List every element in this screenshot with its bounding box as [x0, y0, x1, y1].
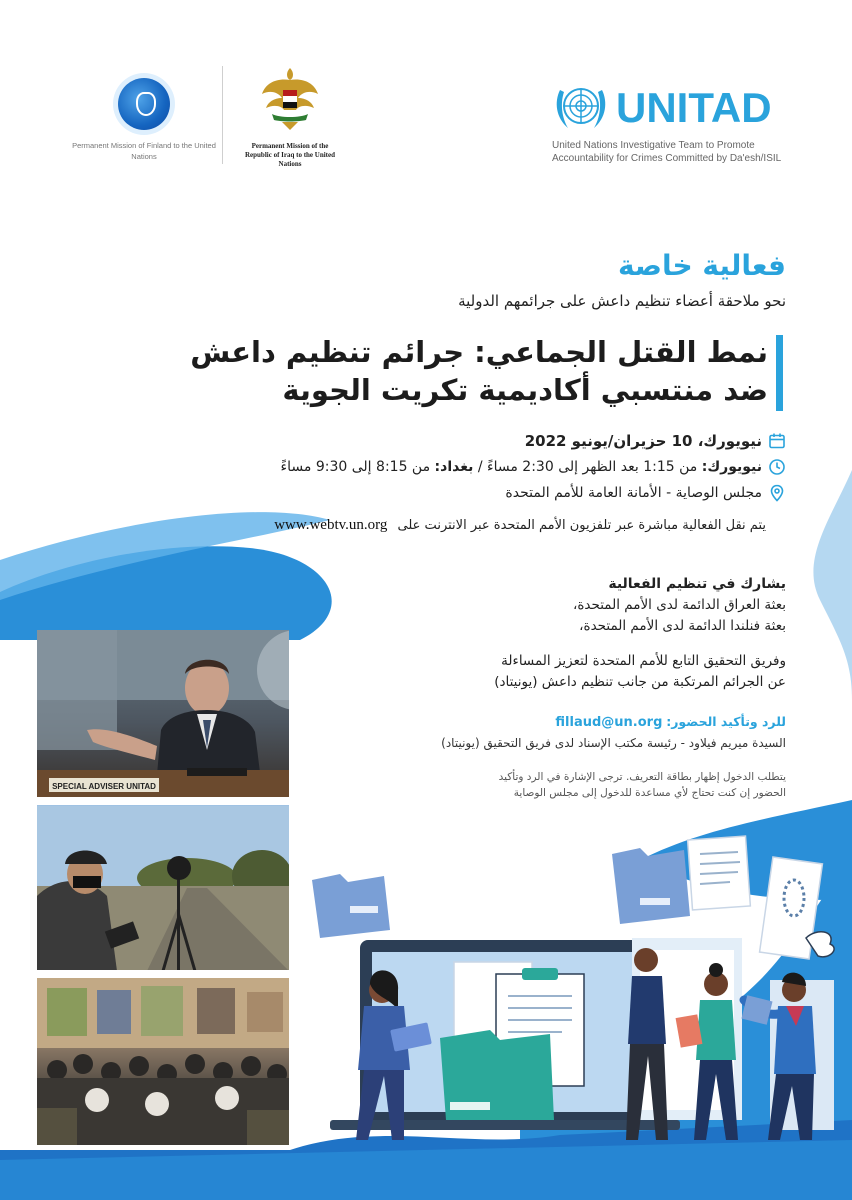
location-pin-icon [768, 484, 786, 502]
time-baghdad: من 8:15 إلى 9:30 مساءً [280, 459, 431, 475]
finland-emblem-icon [118, 78, 170, 130]
event-date: نيويورك، 10 حزيران/يونيو 2022 [524, 432, 762, 450]
un-emblem-icon [552, 80, 610, 134]
iraq-eagle-emblem-icon [260, 64, 320, 134]
event-date-row [525, 430, 786, 452]
photo-community-meeting [37, 978, 289, 1145]
broadcast-text: يتم نقل الفعالية مباشرة عبر تلفزيون الأمم المتحدة عبر الانترنت على [397, 518, 766, 533]
organizer-unitad-line1: وفريق التحقيق التابع للأمم المتحدة لتعزيز المساءلة [501, 653, 786, 669]
organizer-iraq: بعثة العراق الدائمة لدى الأمم المتحدة، [573, 597, 786, 613]
organizers-block [406, 574, 786, 693]
event-title-line-1: نمط القتل الجماعي: جرائم تنظيم داعش [190, 335, 768, 369]
rsvp-block [366, 712, 786, 801]
time-newyork-label: نيويورك: [701, 459, 762, 475]
organizer-unitad-line2: عن الجرائم المرتكبة من جانب تنظيم داعش (يونيتاد) [494, 674, 786, 690]
photo-field-investigator [37, 805, 289, 970]
finland-mission-name: Permanent Mission of Finland to the United Nations [72, 141, 216, 161]
event-title-line-2: ضد منتسبي أكاديمية تكريت الجوية [282, 373, 768, 407]
unitad-wordmark: UNITAD [616, 84, 772, 131]
time-baghdad-label: بغداد: [434, 459, 474, 475]
event-time-row [281, 456, 786, 478]
time-newyork: من 1:15 بعد الظهر إلى 2:30 مساءً / [477, 459, 698, 475]
rsvp-email-link[interactable]: fillaud@un.org [555, 715, 663, 730]
finland-mission-logo [70, 72, 218, 162]
speaker-nameplate: SPECIAL ADVISER UNITAD [52, 782, 156, 791]
photo-meeting-scene [37, 978, 289, 1145]
broadcast-note [274, 514, 766, 537]
event-subtitle: نحو ملاحقة أعضاء تنظيم داعش على جرائمهم الدولية [458, 292, 786, 310]
iraq-mission-name: Permanent Mission of the Republic of Iraq to the United Nations [244, 142, 336, 168]
investigation-illustration [300, 820, 852, 1150]
photo-speaker-scene [37, 630, 289, 797]
entry-note-line-2: الحضور إن كنت تحتاج لأي مساعدة للدخول إلى مجلس الوصاية [513, 787, 786, 799]
title-accent-bar [776, 335, 783, 411]
rsvp-label: للرد وتأكيد الحضور: [666, 714, 786, 729]
rsvp-contact: السيدة ميريم فيلاود - رئيسة مكتب الإسناد لدى فريق التحقيق (يونيتاد) [441, 736, 786, 750]
organizers-heading: يشارك في تنظيم الفعالية [608, 576, 786, 592]
calendar-icon [768, 432, 786, 450]
unitad-tagline: United Nations Investigative Team to Promote Accountability for Crimes Committed by Da'esh/ISIL [552, 140, 782, 164]
event-place-row [505, 482, 786, 504]
iraq-mission-logo [244, 64, 336, 169]
photo-special-adviser [37, 630, 289, 797]
event-place: مجلس الوصاية - الأمانة العامة للأمم المتحدة [505, 485, 762, 501]
event-label: فعالية خاصة [617, 249, 786, 282]
photo-field-scene [37, 805, 289, 970]
organizer-finland: بعثة فنلندا الدائمة لدى الأمم المتحدة، [579, 618, 786, 634]
clock-icon [768, 458, 786, 476]
entry-note-line-1: يتطلب الدخول إظهار بطاقة التعريف. ترجى الإشارة في الرد وتأكيد [498, 771, 786, 783]
logo-divider [222, 66, 223, 164]
webtv-link[interactable]: www.webtv.un.org [274, 517, 388, 533]
